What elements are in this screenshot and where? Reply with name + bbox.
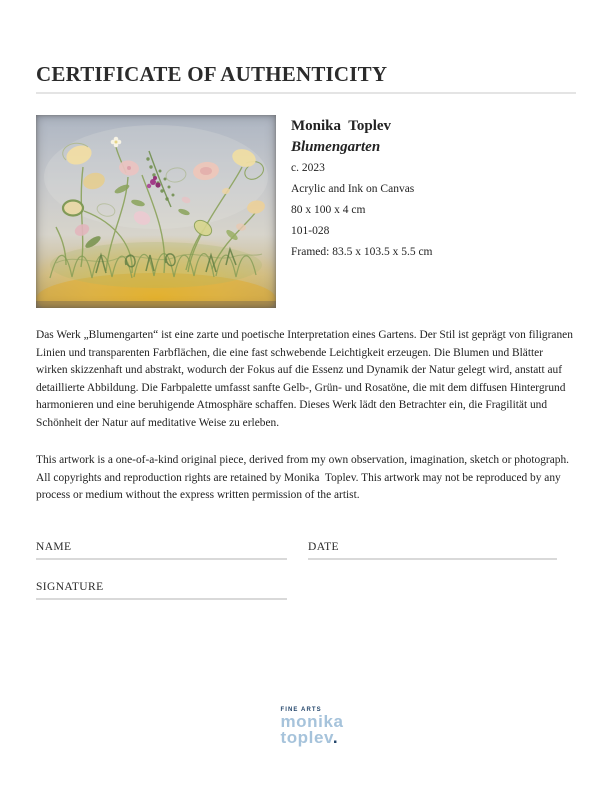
artwork-section (36, 115, 576, 308)
artwork-painting (36, 115, 276, 308)
artwork-medium: Acrylic and Ink on Canvas (291, 183, 415, 195)
title-divider (36, 92, 576, 94)
name-signature-line (36, 558, 287, 560)
artwork-inventory-number: 101-028 (291, 225, 330, 237)
logo-name-line2: toplev (280, 727, 333, 747)
artwork-year: c. 2023 (291, 162, 325, 174)
artwork-image (36, 115, 276, 308)
signature-row (36, 580, 576, 600)
date-label: DATE (308, 540, 339, 553)
signature-field (36, 580, 287, 600)
page-title: CERTIFICATE OF AUTHENTICITY (36, 62, 388, 86)
signature-label: SIGNATURE (36, 580, 104, 593)
name-label: NAME (36, 540, 72, 553)
description-german: Das Werk „Blumengarten“ ist eine zarte und poetische Interpretation eines Gartens. Der Stil ist geprägt von filigranen Linien und transparenten Farbflächen, die eine fast schwebende Leichtigkeit erzeugen. Die Blumen und Blätter wirken skizzenhaft und abstrakt, wodurch der Fokus auf die Essenz und Dynamik der Natur gelegt wird, anstatt auf detaillierte Abbildung. Die Farbpalette umfasst sanfte Gelb-, Grün- und Rosatöne, die mit dem diffusen Hintergrund harmonieren und eine beruhigende Atmosphäre schaffen. Dieses Werk lädt den Betrachter ein, die Fragilität und Schönheit der Natur auf meditative Weise zu erleben. (36, 329, 573, 429)
date-signature-line (308, 558, 557, 560)
artwork-framed-dimensions: Framed: 83.5 x 103.5 x 5.5 cm (291, 246, 433, 258)
signature-signature-line (36, 598, 287, 600)
logo-dot: . (332, 727, 339, 747)
logo-name-line2-row (280, 727, 343, 747)
artwork-title: Blumengarten (291, 139, 381, 155)
copyright-statement: This artwork is a one-of-a-kind original piece, derived from my own observation, imagination, sketch or photograph. All copyrights and reproduction rights are retained by Monika Toplev. This artwork may not be reproduced by any process or medium without the express written permission of the artist. (36, 454, 572, 501)
artwork-details (291, 115, 433, 308)
name-field (36, 540, 287, 560)
artist-name: Monika Toplev (291, 118, 392, 134)
date-field (308, 540, 557, 560)
artist-logo (280, 706, 343, 746)
logo-area (36, 706, 576, 748)
artwork-dimensions: 80 x 100 x 4 cm (291, 204, 366, 216)
logo-name-line1: monika (280, 711, 344, 731)
logo-tagline: FINE ARTS (280, 706, 322, 713)
name-date-row (36, 540, 576, 560)
